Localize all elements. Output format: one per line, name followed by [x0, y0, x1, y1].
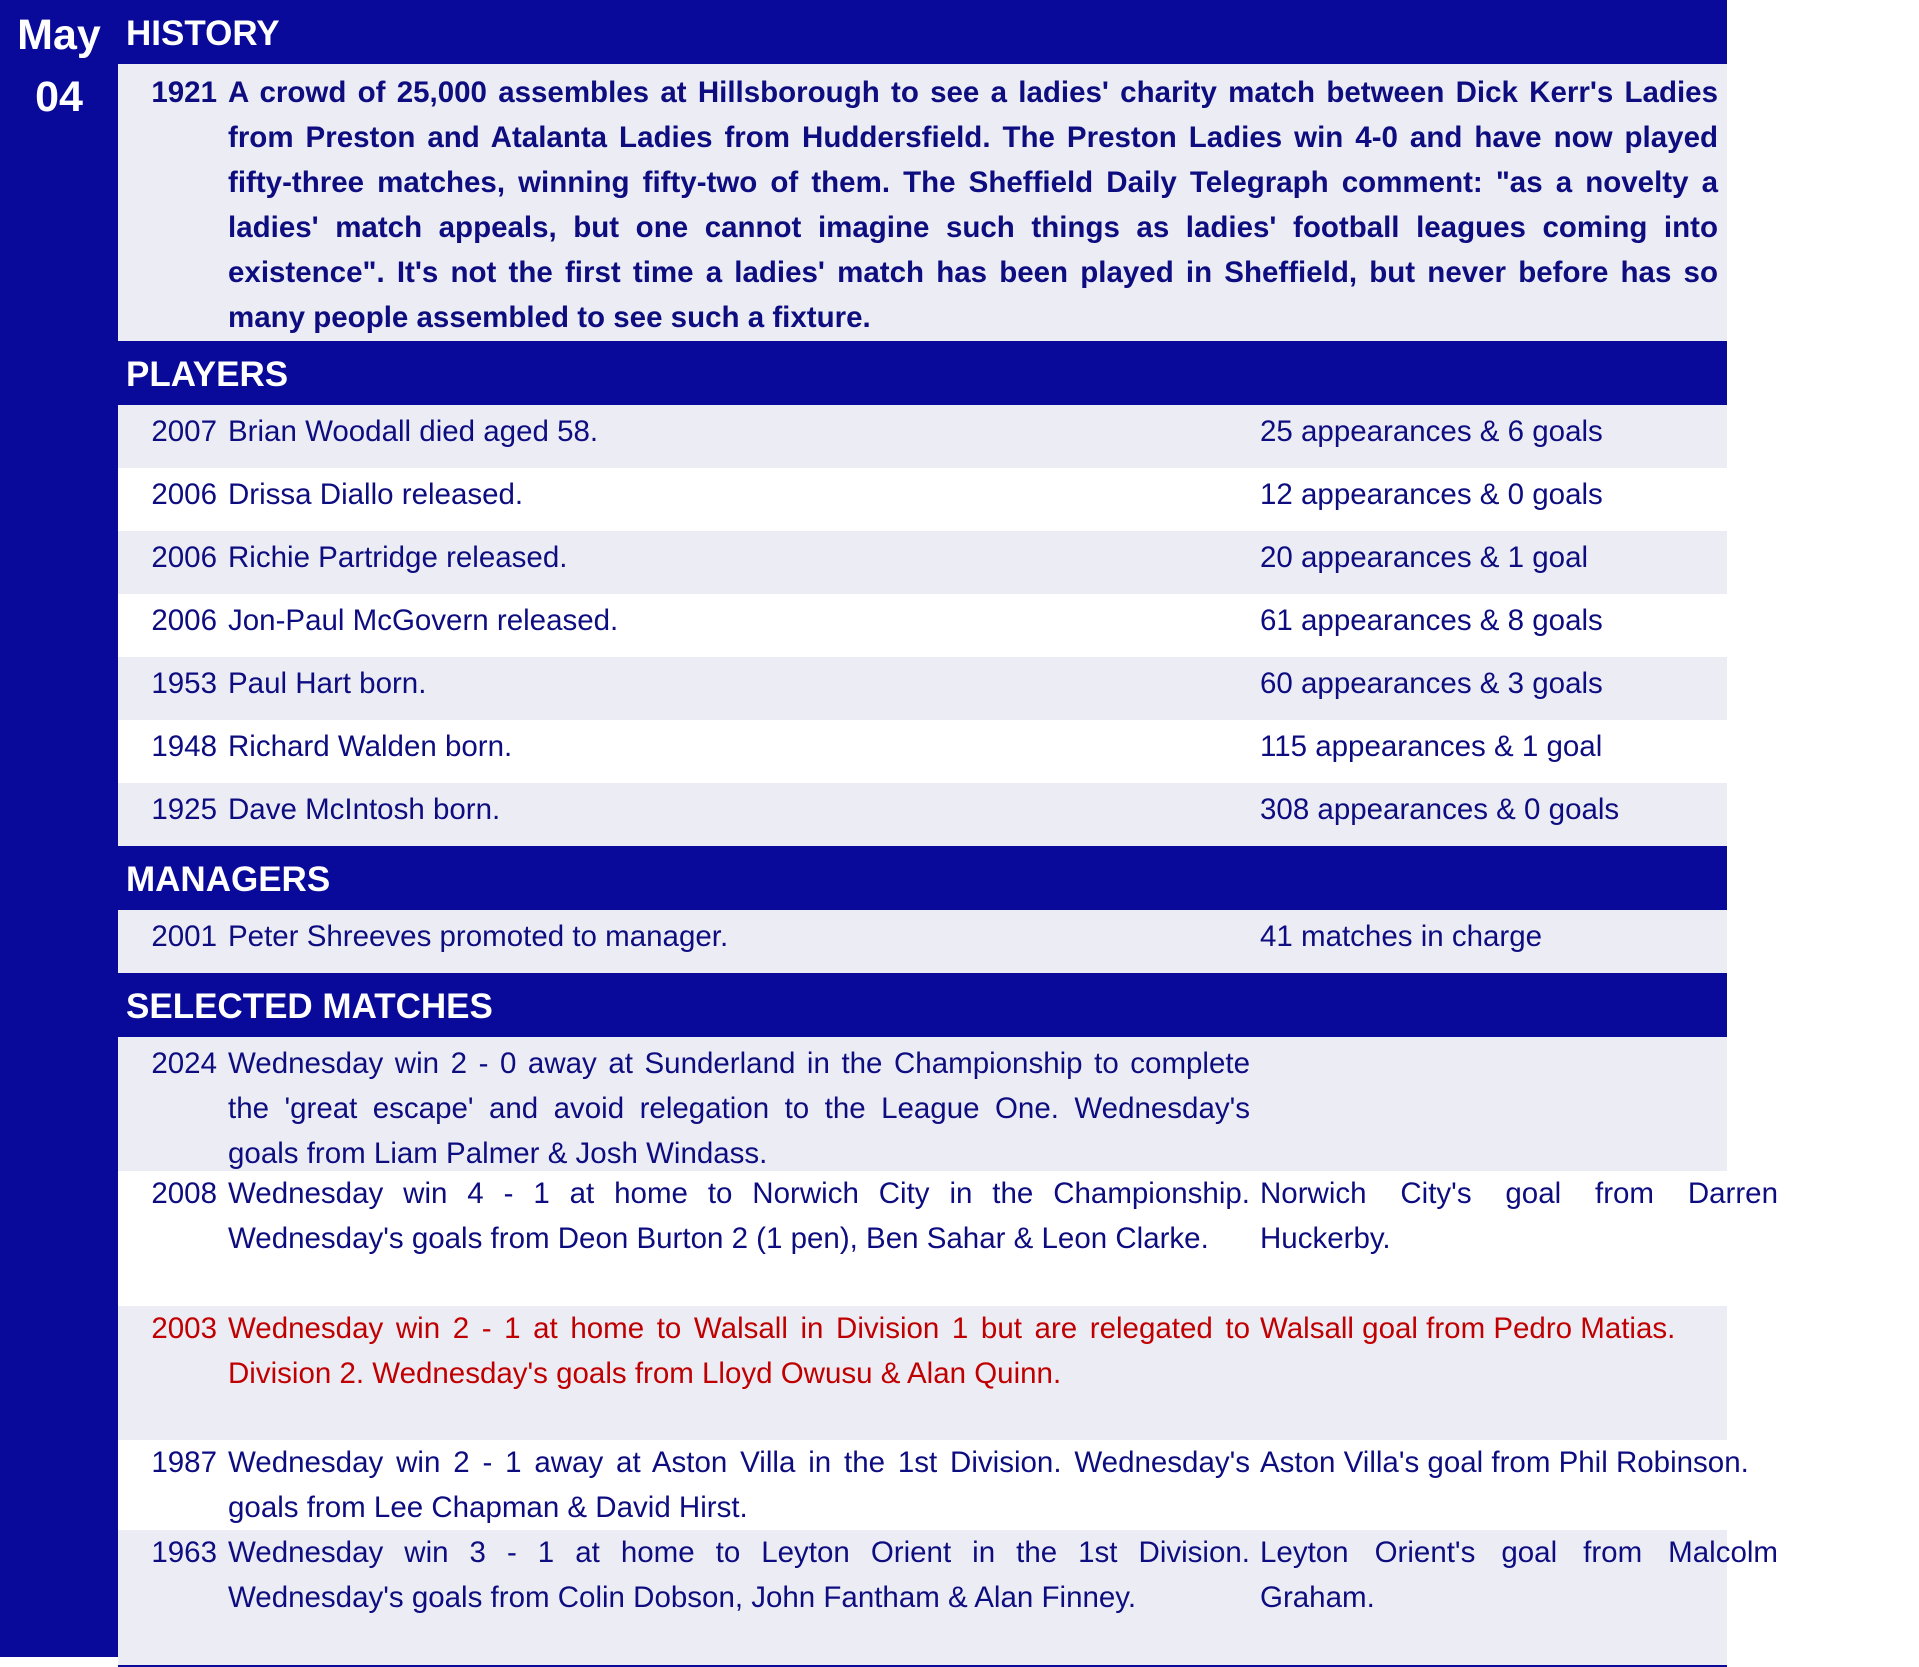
- player-stat: 60 appearances & 3 goals: [1260, 667, 1603, 700]
- match-year: 1987: [151, 1446, 217, 1479]
- history-year: 1921: [151, 76, 217, 109]
- player-year: 1925: [151, 793, 217, 826]
- player-text: Drissa Diallo released.: [228, 478, 524, 511]
- player-year: 2006: [151, 604, 217, 637]
- managers-header: MANAGERS: [118, 846, 1727, 910]
- match-text: Wednesday win 4 - 1 at home to Norwich City in the Championship. Wednesday's goals from Deon Burton 2 (1 pen), Ben Sahar & Leon Clarke.: [228, 1177, 1250, 1255]
- match-stat: Norwich City's goal from Darren Huckerby.: [1260, 1177, 1778, 1255]
- player-stat: 20 appearances & 1 goal: [1260, 541, 1589, 574]
- player-row: [118, 405, 1727, 468]
- player-year: 1948: [151, 730, 217, 763]
- date-sidebar: [0, 0, 118, 1657]
- matches-header: SELECTED MATCHES: [118, 973, 1727, 1037]
- player-stat: 25 appearances & 6 goals: [1260, 415, 1603, 448]
- manager-row: [118, 910, 1727, 973]
- match-year: 2024: [151, 1047, 217, 1080]
- match-row: [118, 1037, 1727, 1171]
- player-row: [118, 531, 1727, 594]
- history-header: HISTORY: [118, 0, 1727, 64]
- history-text: A crowd of 25,000 assembles at Hillsborough to see a ladies' charity match between Dick Kerr's Ladies from Preston and Atalanta Ladies from Huddersfield. The Preston Ladies win 4-0 and have now played fifty-three matches, winning fifty-two of them. The Sheffield Daily Telegraph comment: "as a novelty a ladies' match appeals, but one cannot imagine such things as ladies' football leagues coming into existence". It's not the first time a ladies' match has been played in Sheffield, but never before has so many people assembled to see such a fixture.: [228, 76, 1718, 334]
- history-entry: [118, 64, 1727, 341]
- match-text: Wednesday win 2 - 1 at home to Walsall in Division 1 but are relegated to Division 2. Wednesday's goals from Lloyd Owusu & Alan Quinn.: [228, 1312, 1250, 1390]
- match-stat: Aston Villa's goal from Phil Robinson.: [1260, 1446, 1749, 1479]
- player-stat: 61 appearances & 8 goals: [1260, 604, 1603, 637]
- player-text: Jon-Paul McGovern released.: [228, 604, 619, 637]
- match-row: [118, 1440, 1749, 1530]
- players-list: [118, 405, 1727, 846]
- player-year: 2006: [151, 541, 217, 574]
- match-year: 2008: [151, 1177, 217, 1210]
- main-content: [118, 0, 1778, 1667]
- manager-text: Peter Shreeves promoted to manager.: [228, 920, 729, 953]
- player-row: [118, 720, 1727, 783]
- date-month: May: [17, 11, 101, 59]
- players-header: PLAYERS: [118, 341, 1727, 405]
- player-row: [118, 783, 1727, 846]
- manager-year: 2001: [151, 920, 217, 953]
- date-day: 04: [35, 73, 83, 121]
- player-row: [118, 657, 1727, 720]
- player-stat: 115 appearances & 1 goal: [1260, 730, 1603, 763]
- match-row: [118, 1171, 1778, 1306]
- player-text: Richard Walden born.: [228, 730, 513, 763]
- match-year: 2003: [151, 1312, 217, 1345]
- match-stat: [1250, 1041, 1778, 1171]
- match-stat: Leyton Orient's goal from Malcolm Graham.: [1260, 1536, 1778, 1614]
- manager-stat: 41 matches in charge: [1260, 920, 1543, 953]
- player-row: [118, 594, 1727, 657]
- match-text: Wednesday win 3 - 1 at home to Leyton Orient in the 1st Division. Wednesday's goals from Colin Dobson, John Fantham & Alan Finney.: [228, 1536, 1250, 1614]
- matches-list: [118, 1037, 1778, 1665]
- player-year: 2007: [151, 415, 217, 448]
- player-stat: 12 appearances & 0 goals: [1260, 478, 1603, 511]
- player-text: Paul Hart born.: [228, 667, 427, 700]
- player-text: Dave McIntosh born.: [228, 793, 501, 826]
- player-text: Richie Partridge released.: [228, 541, 568, 574]
- managers-list: [118, 910, 1727, 973]
- match-stat: Walsall goal from Pedro Matias.: [1260, 1312, 1676, 1345]
- match-row: [118, 1530, 1778, 1665]
- match-row-highlighted: [118, 1306, 1727, 1440]
- player-year: 2006: [151, 478, 217, 511]
- match-text: Wednesday win 2 - 1 away at Aston Villa in the 1st Division. Wednesday's goals from Lee Chapman & David Hirst.: [228, 1446, 1250, 1524]
- player-text: Brian Woodall died aged 58.: [228, 415, 599, 448]
- match-year: 1963: [151, 1536, 217, 1569]
- player-year: 1953: [151, 667, 217, 700]
- match-text: Wednesday win 2 - 0 away at Sunderland in the Championship to complete the 'great escape' and avoid relegation to the League One. Wednesday's goals from Liam Palmer & Josh Windass.: [228, 1047, 1250, 1170]
- player-row: [118, 468, 1727, 531]
- player-stat: 308 appearances & 0 goals: [1260, 793, 1620, 826]
